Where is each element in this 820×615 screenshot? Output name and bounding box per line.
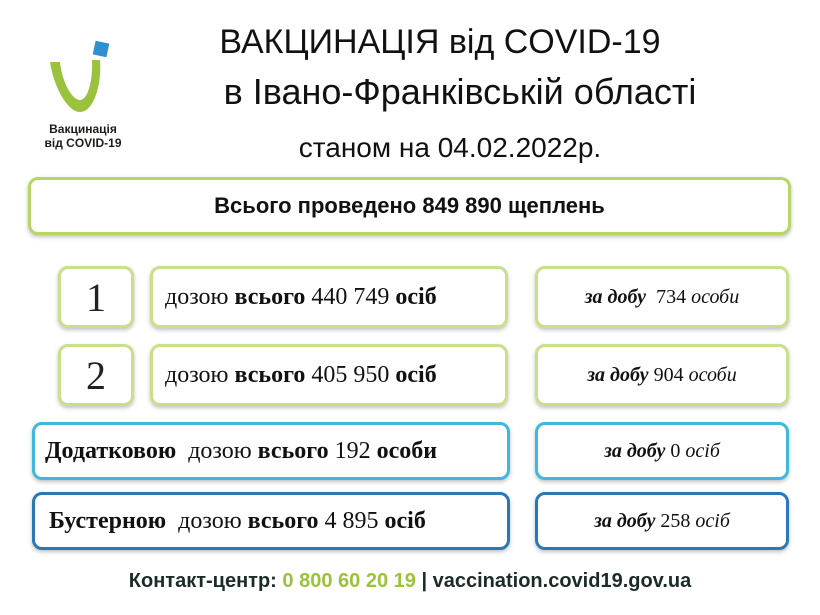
booster-dose-daily-box <box>535 492 789 550</box>
dose-2-total-word: всього <box>234 361 306 388</box>
logo-caption <box>28 122 138 150</box>
total-vaccinations-box <box>28 177 791 235</box>
page-title-region: в Івано-Франківській області <box>223 71 697 112</box>
additional-dose-total-word: всього <box>257 437 329 464</box>
contact-footer <box>0 570 820 593</box>
logo-v-icon <box>46 38 120 118</box>
booster-dose-box <box>32 492 510 550</box>
contact-phone[interactable]: 0 800 60 20 19 <box>282 570 416 592</box>
additional-dose-box <box>32 422 510 480</box>
dose-2-prefix: дозою <box>165 361 229 388</box>
contact-center-label: Контакт-центр: <box>128 570 277 592</box>
dose-1-total-box <box>150 266 508 328</box>
dose-2-number-box <box>58 344 134 406</box>
booster-dose-daily-value: 258 <box>660 509 691 532</box>
dose-1-value: 440 749 <box>311 283 390 310</box>
dose-1-prefix: дозою <box>165 283 229 310</box>
dose-1-daily-value: 734 <box>656 285 687 308</box>
additional-dose-label: Додатковою <box>45 437 177 464</box>
logo-line-1: Вакцинація <box>49 122 117 136</box>
dose-1-daily-box <box>535 266 789 328</box>
additional-dose-daily-box <box>535 422 789 480</box>
dose-1-total-word: всього <box>234 283 306 310</box>
footer-separator: | <box>421 570 428 592</box>
booster-dose-unit: осіб <box>384 507 426 534</box>
dose-1-daily-label: за добу <box>584 285 647 308</box>
date-line: станом на 04.02.2022р. <box>298 132 602 163</box>
dose-2-number: 2 <box>86 352 106 398</box>
dose-1-number-box <box>58 266 134 328</box>
additional-dose-value: 192 <box>334 437 371 464</box>
dose-1-daily-unit: особи <box>691 285 740 308</box>
dose-1-unit: осіб <box>395 283 437 310</box>
dose-2-daily-label: за добу <box>587 363 649 386</box>
dose-2-daily-box <box>535 344 789 406</box>
booster-dose-total-word: всього <box>247 507 319 534</box>
booster-dose-label: Бустерною <box>49 507 167 534</box>
additional-dose-daily-label: за добу <box>604 439 666 462</box>
dose-2-daily-value: 904 <box>653 363 684 386</box>
dose-2-total-box <box>150 344 508 406</box>
vaccination-logo <box>28 38 138 158</box>
vaccination-site-link[interactable]: vaccination.covid19.gov.ua <box>432 570 692 592</box>
additional-dose-prefix: дозою <box>188 437 252 464</box>
booster-dose-daily-unit: осіб <box>695 509 730 532</box>
total-vaccinations-text: Всього проведено 849 890 щеплень <box>214 193 605 218</box>
additional-dose-unit: особи <box>376 437 438 464</box>
dose-2-value: 405 950 <box>311 361 390 388</box>
booster-dose-value: 4 895 <box>324 507 379 534</box>
booster-dose-prefix: дозою <box>178 507 242 534</box>
dose-2-unit: осіб <box>395 361 437 388</box>
additional-dose-daily-unit: осіб <box>685 439 720 462</box>
additional-dose-daily-value: 0 <box>670 439 681 462</box>
dose-2-daily-unit: особи <box>688 363 737 386</box>
dose-1-number: 1 <box>86 274 106 320</box>
booster-dose-daily-label: за добу <box>594 509 656 532</box>
logo-line-2: від COVID-19 <box>44 136 122 150</box>
page-title: ВАКЦИНАЦІЯ від COVID-19 <box>219 23 661 61</box>
